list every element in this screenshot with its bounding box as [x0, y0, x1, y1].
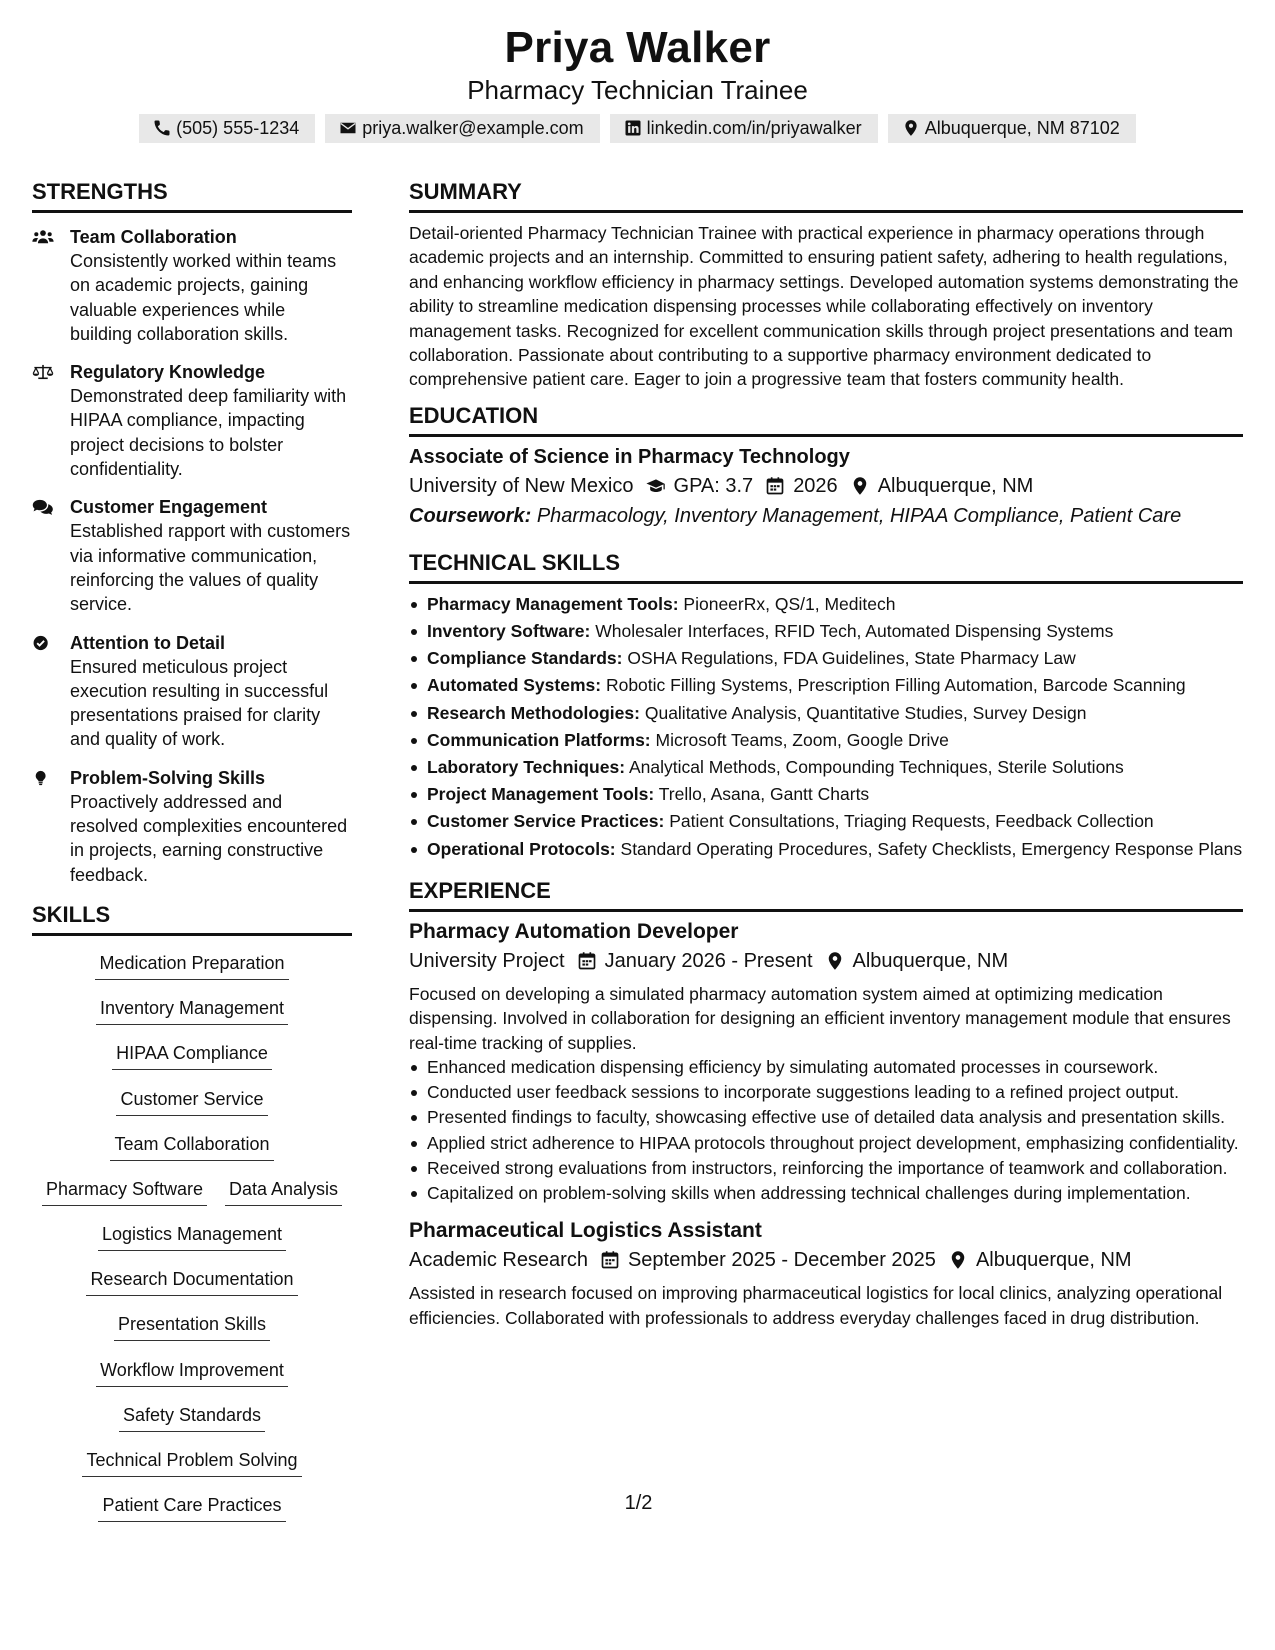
comments-icon	[32, 498, 54, 516]
list-item: Enhanced medication dispensing efficiency by simulating automated processes in coursework.	[409, 1055, 1243, 1079]
list-item: Research Methodologies: Qualitative Analysis, Quantitative Studies, Survey Design	[409, 701, 1243, 725]
education-heading: EDUCATION	[409, 402, 1243, 437]
job-description: Assisted in research focused on improving pharmaceutical logistics for local clinics, analyzing operational efficiencies. Collaborated with professionals to address everyday challenges faced in drug distribution.	[409, 1283, 1223, 1328]
strengths-heading: STRENGTHS	[32, 178, 352, 213]
coursework-list: Pharmacology, Inventory Management, HIPAA Compliance, Patient Care	[536, 504, 1182, 527]
education-section	[409, 402, 1243, 531]
job-org: Academic Research	[409, 1249, 588, 1272]
skill-tag: Customer Service	[116, 1088, 267, 1116]
contact-email[interactable]	[325, 114, 599, 143]
technical-skills-heading: TECHNICAL SKILLS	[409, 549, 1243, 584]
contact-location	[888, 114, 1136, 143]
strength-item	[32, 495, 352, 616]
contact-bar	[0, 114, 1275, 143]
skill-tag: Pharmacy Software	[42, 1178, 207, 1206]
job-title: Pharmaceutical Logistics Assistant	[409, 1219, 762, 1243]
education-location: Albuquerque, NM	[877, 474, 1034, 497]
summary-heading: SUMMARY	[409, 178, 1243, 213]
job-entry	[409, 918, 1243, 1205]
check-circle-icon	[32, 634, 54, 652]
list-item: Operational Protocols: Standard Operating Procedures, Safety Checklists, Emergency Response Plans	[409, 837, 1243, 861]
strength-title: Problem-Solving Skills	[70, 767, 266, 788]
job-bullets	[409, 1055, 1243, 1205]
right-column	[409, 178, 1243, 1330]
left-column	[32, 178, 352, 1539]
phone-icon	[153, 119, 171, 137]
linkedin-icon	[624, 119, 642, 137]
job-description: Focused on developing a simulated pharmacy automation system aimed at optimizing medication dispensing. Involved in collaboration for designing an efficient inventory management module that ensures real-time tracking of supplies.	[409, 984, 1231, 1053]
experience-heading: EXPERIENCE	[409, 877, 1243, 912]
skill-tag: Safety Standards	[119, 1404, 265, 1432]
users-icon	[32, 228, 54, 246]
job-meta	[409, 946, 1243, 976]
list-item: Laboratory Techniques: Analytical Methods, Compounding Techniques, Sterile Solutions	[409, 755, 1243, 779]
job-location: Albuquerque, NM	[975, 1249, 1132, 1272]
job-title: Pharmacy Automation Developer	[409, 920, 739, 944]
strength-title: Customer Engagement	[70, 497, 268, 518]
calendar-icon	[577, 951, 597, 971]
contact-location-text: Albuquerque, NM 87102	[924, 118, 1120, 138]
skill-tag: Presentation Skills	[114, 1313, 270, 1341]
job-dates: September 2025 - December 2025	[627, 1249, 936, 1272]
job-org: University Project	[409, 950, 565, 973]
strength-desc: Ensured meticulous project execution resulting in successful presentations praised for clarity and quality of work.	[70, 656, 329, 750]
skills-list	[32, 952, 352, 1539]
map-pin-icon	[850, 476, 870, 496]
degree-title: Associate of Science in Pharmacy Technology	[409, 445, 850, 468]
list-item: Compliance Standards: OSHA Regulations, FDA Guidelines, State Pharmacy Law	[409, 646, 1243, 670]
list-item: Capitalized on problem-solving skills when addressing technical challenges during implementation.	[409, 1181, 1243, 1205]
coursework	[409, 501, 1243, 531]
strength-title: Team Collaboration	[70, 227, 237, 247]
technical-skills-section	[409, 549, 1243, 861]
skill-tag: HIPAA Compliance	[112, 1042, 272, 1070]
map-pin-icon	[948, 1250, 968, 1270]
strength-item	[32, 631, 352, 752]
envelope-icon	[339, 119, 357, 137]
candidate-name: Priya Walker	[504, 23, 771, 72]
contact-phone[interactable]	[139, 114, 315, 143]
job-dates: January 2026 - Present	[604, 950, 813, 973]
skills-section	[32, 901, 352, 1539]
graduation-cap-icon	[646, 476, 666, 496]
job-location: Albuquerque, NM	[852, 950, 1009, 973]
strength-title: Attention to Detail	[70, 632, 225, 653]
map-pin-icon	[825, 951, 845, 971]
strength-item	[32, 766, 352, 887]
skill-tag: Logistics Management	[98, 1223, 286, 1251]
strengths-section	[32, 178, 352, 887]
skill-tag: Technical Problem Solving	[82, 1449, 301, 1477]
list-item: Presented findings to faculty, showcasing effective use of detailed data analysis and presentation skills.	[409, 1105, 1243, 1129]
strength-desc: Established rapport with customers via informative communication, reinforcing the values of quality service.	[70, 521, 351, 615]
contact-linkedin-text: linkedin.com/in/priyawalker	[646, 118, 862, 138]
list-item: Customer Service Practices: Patient Consultations, Triaging Requests, Feedback Collection	[409, 809, 1243, 833]
school-name: University of New Mexico	[409, 474, 634, 497]
list-item: Applied strict adherence to HIPAA protocols throughout project development, emphasizing confidentiality.	[409, 1131, 1243, 1155]
experience-section	[409, 877, 1243, 1330]
list-item: Pharmacy Management Tools: PioneerRx, QS/1, Meditech	[409, 592, 1243, 616]
list-item: Communication Platforms: Microsoft Teams, Zoom, Google Drive	[409, 728, 1243, 752]
skill-tag: Patient Care Practices	[98, 1494, 285, 1522]
contact-linkedin[interactable]	[610, 114, 878, 143]
page-number: 1/2	[624, 1492, 653, 1514]
list-item: Project Management Tools: Trello, Asana, Gantt Charts	[409, 782, 1243, 806]
list-item: Conducted user feedback sessions to incorporate suggestions leading to a refined project output.	[409, 1080, 1243, 1104]
calendar-icon	[600, 1250, 620, 1270]
skills-heading: SKILLS	[32, 901, 352, 936]
candidate-title: Pharmacy Technician Trainee	[467, 75, 808, 105]
skill-tag: Data Analysis	[225, 1178, 342, 1206]
education-meta	[409, 471, 1243, 501]
job-meta	[409, 1245, 1243, 1275]
skill-tag: Medication Preparation	[95, 952, 288, 980]
calendar-icon	[765, 476, 785, 496]
strength-desc: Proactively addressed and resolved complexities encountered in projects, earning constructive feedback.	[70, 791, 348, 885]
summary-text: Detail-oriented Pharmacy Technician Trainee with practical experience in pharmacy operations through academic projects and an internship. Committed to ensuring patient safety, adhering to health regulations, and enhancing workflow efficiency in pharmacy settings. Developed automation systems demonstrating the ability to streamline medication dispensing processes while collaborating effectively on inventory management tasks. Recognized for excellent communication skills through project presentations and team collaboration. Passionate about contributing to a supportive pharmacy environment dedicated to comprehensive patient care. Eager to join a progressive team that fosters community health.	[409, 223, 1239, 390]
technical-skills-list	[409, 592, 1243, 861]
skill-tag: Team Collaboration	[110, 1133, 273, 1161]
skill-tag: Inventory Management	[96, 997, 288, 1025]
strength-item	[32, 360, 352, 481]
contact-email-text: priya.walker@example.com	[362, 118, 584, 138]
graduation-year: 2026	[793, 474, 838, 497]
list-item: Received strong evaluations from instructors, reinforcing the importance of teamwork and collaboration.	[409, 1156, 1243, 1180]
strength-desc: Demonstrated deep familiarity with HIPAA compliance, impacting project decisions to bolster confidentiality.	[70, 386, 347, 480]
strength-desc: Consistently worked within teams on academic projects, gaining valuable experiences while building collaboration skills.	[70, 251, 337, 344]
list-item: Inventory Software: Wholesaler Interfaces, RFID Tech, Automated Dispensing Systems	[409, 619, 1243, 643]
contact-phone-text: (505) 555-1234	[176, 118, 300, 138]
strength-item	[32, 225, 352, 346]
skill-tag: Research Documentation	[86, 1268, 297, 1296]
skill-tag: Workflow Improvement	[96, 1359, 288, 1387]
summary-section	[409, 178, 1243, 392]
list-item: Automated Systems: Robotic Filling Systems, Prescription Filling Automation, Barcode Scanning	[409, 673, 1243, 697]
gpa: GPA: 3.7	[673, 474, 754, 497]
map-pin-icon	[902, 119, 920, 137]
strength-title: Regulatory Knowledge	[70, 362, 266, 383]
resume-header	[0, 0, 1275, 143]
job-entry	[409, 1217, 1243, 1330]
coursework-label: Coursework:	[409, 504, 532, 527]
lightbulb-icon	[32, 769, 54, 787]
scale-icon	[32, 363, 54, 381]
